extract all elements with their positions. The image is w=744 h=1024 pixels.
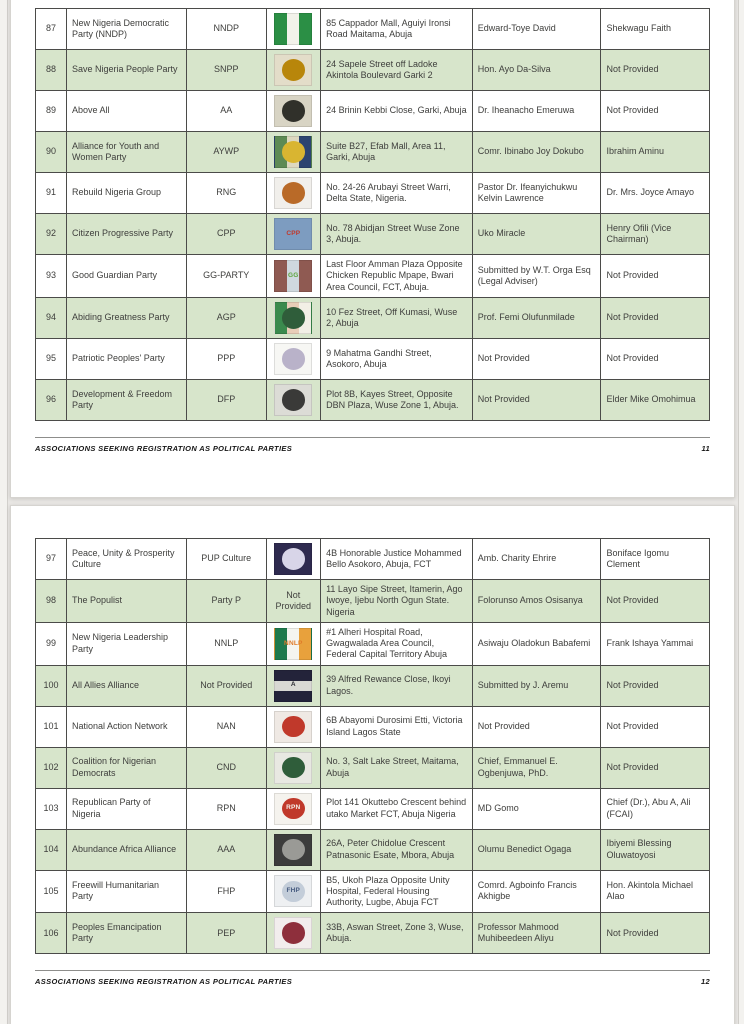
- party-name-cell: The Populist: [67, 580, 187, 623]
- secondary-person-cell: Ibrahim Aminu: [601, 132, 710, 173]
- logo-emblem-shape: [282, 757, 305, 779]
- party-logo-cell: [266, 9, 321, 50]
- party-logo-cell: [266, 379, 321, 420]
- party-logo-image: [274, 834, 312, 866]
- party-address-cell: B5, Ukoh Plaza Opposite Unity Hospital, Federal Housing Authority, Lugbe, Abuja FCT: [321, 870, 473, 913]
- table-row: [36, 214, 710, 255]
- row-number-cell: 105: [36, 870, 67, 913]
- secondary-person-cell: Not Provided: [601, 50, 710, 91]
- party-logo-cell: [266, 788, 321, 829]
- row-number-cell: 99: [36, 622, 67, 665]
- party-address-cell: 4B Honorable Justice Mohammed Bello Asokoro, Abuja, FCT: [321, 539, 473, 580]
- table-row: [36, 870, 710, 913]
- table-row: [36, 338, 710, 379]
- contact-person-cell: Hon. Ayo Da-Silva: [472, 50, 601, 91]
- party-logo-image: [274, 711, 312, 743]
- table-row: [36, 747, 710, 788]
- page-number: 12: [700, 977, 710, 987]
- party-name-cell: Citizen Progressive Party: [67, 214, 187, 255]
- party-address-cell: 85 Cappador Mall, Aguiyi Ironsi Road Maitama, Abuja: [321, 9, 473, 50]
- party-acronym-cell: GG-PARTY: [186, 255, 266, 298]
- contact-person-cell: Not Provided: [472, 706, 601, 747]
- secondary-person-cell: Dr. Mrs. Joyce Amayo: [601, 173, 710, 214]
- party-logo-image: [274, 343, 312, 375]
- party-logo-image: [274, 917, 312, 949]
- contact-person-cell: Pastor Dr. Ifeanyichukwu Kelvin Lawrence: [472, 173, 601, 214]
- party-logo-image: [274, 543, 312, 575]
- left-page-edge: [0, 0, 8, 1024]
- party-logo-cell: [266, 338, 321, 379]
- party-logo-cell: [266, 706, 321, 747]
- page-footer: [35, 970, 710, 986]
- party-address-cell: Plot 141 Okuttebo Crescent behind utako Market FCT, Abuja Nigeria: [321, 788, 473, 829]
- party-logo-cell: [266, 539, 321, 580]
- party-logo-cell: [266, 829, 321, 870]
- party-name-cell: Coalition for Nigerian Democrats: [67, 747, 187, 788]
- party-logo-image: [274, 752, 312, 784]
- party-acronym-cell: SNPP: [186, 50, 266, 91]
- secondary-person-cell: Not Provided: [601, 913, 710, 954]
- party-logo-image: [274, 13, 312, 45]
- table-row: [36, 580, 710, 623]
- party-logo-image: [274, 260, 312, 292]
- party-logo-image: [274, 177, 312, 209]
- table-row: [36, 622, 710, 665]
- contact-person-cell: MD Gomo: [472, 788, 601, 829]
- contact-person-cell: Comr. Ibinabo Joy Dokubo: [472, 132, 601, 173]
- page-number: 11: [701, 443, 710, 453]
- party-logo-image: [274, 793, 312, 825]
- row-number-cell: 92: [36, 214, 67, 255]
- party-name-cell: Rebuild Nigeria Group: [67, 173, 187, 214]
- party-logo-image: [274, 302, 312, 334]
- row-number-cell: 100: [36, 665, 67, 706]
- party-logo-image: [274, 670, 312, 702]
- contact-person-cell: Professor Mahmood Muhibeedeen Aliyu: [472, 913, 601, 954]
- row-number-cell: 101: [36, 706, 67, 747]
- document-page-11: [10, 0, 735, 498]
- logo-emblem-shape: [282, 307, 305, 329]
- secondary-person-cell: Chief (Dr.), Abu A, Ali (FCAI): [601, 788, 710, 829]
- party-address-cell: No. 78 Abidjan Street Wuse Zone 3, Abuja.: [321, 214, 473, 255]
- row-number-cell: 95: [36, 338, 67, 379]
- secondary-person-cell: Frank Ishaya Yammai: [601, 622, 710, 665]
- party-logo-cell: [266, 913, 321, 954]
- party-logo-cell: [266, 665, 321, 706]
- contact-person-cell: Prof. Femi Olufunmilade: [472, 297, 601, 338]
- party-address-cell: Suite B27, Efab Mall, Area 11, Garki, Abuja: [321, 132, 473, 173]
- party-address-cell: #1 Alheri Hospital Road, Gwagwalada Area Council, Federal Capital Territory Abuja: [321, 622, 473, 665]
- party-acronym-cell: RPN: [186, 788, 266, 829]
- party-acronym-cell: NAN: [186, 706, 266, 747]
- contact-person-cell: Folorunso Amos Osisanya: [472, 580, 601, 623]
- logo-glyph-text: NNLP: [284, 639, 303, 647]
- party-acronym-cell: PPP: [186, 338, 266, 379]
- party-address-cell: 24 Brinin Kebbi Close, Garki, Abuja: [321, 91, 473, 132]
- party-logo-cell: [266, 870, 321, 913]
- table-row: [36, 788, 710, 829]
- parties-table-body: [36, 539, 710, 954]
- table-row: [36, 255, 710, 298]
- row-number-cell: 98: [36, 580, 67, 623]
- party-logo-image: [274, 628, 312, 660]
- party-name-cell: Good Guardian Party: [67, 255, 187, 298]
- row-number-cell: 94: [36, 297, 67, 338]
- party-name-cell: Patriotic Peoples' Party: [67, 338, 187, 379]
- logo-emblem-shape: [282, 389, 305, 411]
- secondary-person-cell: Ibiyemi Blessing Oluwatoyosi: [601, 829, 710, 870]
- party-logo-image: [274, 875, 312, 907]
- party-address-cell: 26A, Peter Chidolue Crescent Patnasonic Esate, Mbora, Abuja: [321, 829, 473, 870]
- party-name-cell: Peoples Emancipation Party: [67, 913, 187, 954]
- party-address-cell: No. 3, Salt Lake Street, Maitama, Abuja: [321, 747, 473, 788]
- table-row: [36, 132, 710, 173]
- table-row: [36, 539, 710, 580]
- party-logo-cell: Not Provided: [266, 580, 321, 623]
- party-logo-cell: [266, 132, 321, 173]
- document-page-12: [10, 505, 735, 1024]
- logo-emblem-shape: [282, 839, 305, 861]
- party-acronym-cell: CPP: [186, 214, 266, 255]
- contact-person-cell: Amb. Charity Ehrire: [472, 539, 601, 580]
- table-row: [36, 665, 710, 706]
- secondary-person-cell: Not Provided: [601, 580, 710, 623]
- contact-person-cell: Submitted by J. Aremu: [472, 665, 601, 706]
- table-row: [36, 379, 710, 420]
- secondary-person-cell: Not Provided: [601, 255, 710, 298]
- row-number-cell: 87: [36, 9, 67, 50]
- logo-emblem-shape: [282, 182, 305, 204]
- logo-emblem-shape: [282, 548, 305, 570]
- logo-emblem-shape: [282, 59, 305, 81]
- row-number-cell: 88: [36, 50, 67, 91]
- party-name-cell: Save Nigeria People Party: [67, 50, 187, 91]
- contact-person-cell: Asiwaju Oladokun Babafemi: [472, 622, 601, 665]
- party-acronym-cell: AGP: [186, 297, 266, 338]
- table-row: [36, 829, 710, 870]
- secondary-person-cell: Hon. Akintola Michael Alao: [601, 870, 710, 913]
- party-address-cell: 39 Alfred Rewance Close, Ikoyi Lagos.: [321, 665, 473, 706]
- party-acronym-cell: RNG: [186, 173, 266, 214]
- party-name-cell: Above All: [67, 91, 187, 132]
- party-logo-cell: [266, 214, 321, 255]
- party-logo-image: [274, 136, 312, 168]
- row-number-cell: 90: [36, 132, 67, 173]
- party-logo-image: [274, 218, 312, 250]
- parties-table-body: [36, 9, 710, 421]
- party-acronym-cell: AA: [186, 91, 266, 132]
- party-acronym-cell: NNDP: [186, 9, 266, 50]
- party-name-cell: Republican Party of Nigeria: [67, 788, 187, 829]
- logo-glyph-text: RPN: [286, 804, 301, 812]
- party-logo-image: [274, 384, 312, 416]
- secondary-person-cell: Not Provided: [601, 706, 710, 747]
- political-parties-table-page-12: [35, 538, 710, 954]
- row-number-cell: 93: [36, 255, 67, 298]
- party-acronym-cell: NNLP: [186, 622, 266, 665]
- party-name-cell: National Action Network: [67, 706, 187, 747]
- logo-emblem-shape: [282, 348, 305, 370]
- party-address-cell: 33B, Aswan Street, Zone 3, Wuse, Abuja.: [321, 913, 473, 954]
- table-row: [36, 91, 710, 132]
- contact-person-cell: Dr. Iheanacho Emeruwa: [472, 91, 601, 132]
- secondary-person-cell: Not Provided: [601, 91, 710, 132]
- logo-glyph-text: FHP: [286, 887, 301, 895]
- contact-person-cell: Comrd. Agboinfo Francis Akhigbe: [472, 870, 601, 913]
- party-acronym-cell: CND: [186, 747, 266, 788]
- party-logo-cell: [266, 622, 321, 665]
- row-number-cell: 104: [36, 829, 67, 870]
- contact-person-cell: Uko Miracle: [472, 214, 601, 255]
- political-parties-table-page-11: [35, 8, 710, 421]
- table-row: [36, 50, 710, 91]
- secondary-person-cell: Not Provided: [601, 297, 710, 338]
- row-number-cell: 106: [36, 913, 67, 954]
- party-acronym-cell: DFP: [186, 379, 266, 420]
- logo-emblem-shape: [282, 922, 305, 944]
- party-acronym-cell: PUP Culture: [186, 539, 266, 580]
- party-logo-cell: [266, 91, 321, 132]
- party-acronym-cell: Party P: [186, 580, 266, 623]
- page-footer: [35, 437, 710, 453]
- contact-person-cell: Submitted by W.T. Orga Esq (Legal Adviser): [472, 255, 601, 298]
- party-acronym-cell: PEP: [186, 913, 266, 954]
- party-logo-cell: [266, 297, 321, 338]
- party-name-cell: Peace, Unity & Prosperity Culture: [67, 539, 187, 580]
- logo-glyph-text: A: [290, 681, 296, 689]
- party-address-cell: No. 24-26 Arubayi Street Warri, Delta State, Nigeria.: [321, 173, 473, 214]
- logo-glyph-text: CPP: [286, 229, 301, 237]
- row-number-cell: 102: [36, 747, 67, 788]
- party-acronym-cell: FHP: [186, 870, 266, 913]
- table-row: [36, 9, 710, 50]
- secondary-person-cell: Henry Ofili (Vice Chairman): [601, 214, 710, 255]
- party-logo-image: [274, 54, 312, 86]
- party-logo-cell: [266, 173, 321, 214]
- row-number-cell: 97: [36, 539, 67, 580]
- table-row: [36, 297, 710, 338]
- party-name-cell: All Allies Alliance: [67, 665, 187, 706]
- party-address-cell: 24 Sapele Street off Ladoke Akintola Boulevard Garki 2: [321, 50, 473, 91]
- party-name-cell: New Nigeria Democratic Party (NNDP): [67, 9, 187, 50]
- party-name-cell: Abiding Greatness Party: [67, 297, 187, 338]
- row-number-cell: 103: [36, 788, 67, 829]
- party-logo-cell: [266, 255, 321, 298]
- party-address-cell: 10 Fez Street, Off Kumasi, Wuse 2, Abuja: [321, 297, 473, 338]
- party-acronym-cell: AAA: [186, 829, 266, 870]
- logo-emblem-shape: [282, 100, 305, 122]
- party-logo-image: [274, 95, 312, 127]
- party-logo-cell: [266, 50, 321, 91]
- party-address-cell: Plot 8B, Kayes Street, Opposite DBN Plaza, Wuse Zone 1, Abuja.: [321, 379, 473, 420]
- contact-person-cell: Olumu Benedict Ogaga: [472, 829, 601, 870]
- secondary-person-cell: Not Provided: [601, 338, 710, 379]
- footer-caption: ASSOCIATIONS SEEKING REGISTRATION AS POLITICAL PARTIES: [35, 443, 293, 453]
- party-name-cell: Alliance for Youth and Women Party: [67, 132, 187, 173]
- party-name-cell: Development & Freedom Party: [67, 379, 187, 420]
- party-logo-cell: [266, 747, 321, 788]
- secondary-person-cell: Not Provided: [601, 747, 710, 788]
- row-number-cell: 91: [36, 173, 67, 214]
- secondary-person-cell: Shekwagu Faith: [601, 9, 710, 50]
- party-name-cell: Abundance Africa Alliance: [67, 829, 187, 870]
- secondary-person-cell: Boniface Igomu Clement: [601, 539, 710, 580]
- row-number-cell: 96: [36, 379, 67, 420]
- party-address-cell: 11 Layo Sipe Street, Itamerin, Ago Iwoye, Ijebu North Ogun State. Nigeria: [321, 580, 473, 623]
- secondary-person-cell: Elder Mike Omohimua: [601, 379, 710, 420]
- contact-person-cell: Chief, Emmanuel E. Ogbenjuwa, PhD.: [472, 747, 601, 788]
- table-row: [36, 706, 710, 747]
- party-name-cell: New Nigeria Leadership Party: [67, 622, 187, 665]
- table-row: [36, 913, 710, 954]
- secondary-person-cell: Not Provided: [601, 665, 710, 706]
- party-address-cell: 6B Abayomi Durosimi Etti, Victoria Island Lagos State: [321, 706, 473, 747]
- contact-person-cell: Not Provided: [472, 338, 601, 379]
- table-row: [36, 173, 710, 214]
- logo-emblem-shape: [282, 716, 305, 738]
- party-name-cell: Freewill Humanitarian Party: [67, 870, 187, 913]
- contact-person-cell: Edward-Toye David: [472, 9, 601, 50]
- right-page-edge: [738, 0, 744, 1024]
- logo-emblem-shape: [282, 141, 305, 163]
- party-address-cell: Last Floor Amman Plaza Opposite Chicken Republic Mpape, Bwari Area Council, FCT, Abuja.: [321, 255, 473, 298]
- row-number-cell: 89: [36, 91, 67, 132]
- party-address-cell: 9 Mahatma Gandhi Street, Asokoro, Abuja: [321, 338, 473, 379]
- party-acronym-cell: AYWP: [186, 132, 266, 173]
- footer-caption: ASSOCIATIONS SEEKING REGISTRATION AS POLITICAL PARTIES: [35, 977, 293, 987]
- contact-person-cell: Not Provided: [472, 379, 601, 420]
- party-acronym-cell: Not Provided: [186, 665, 266, 706]
- logo-glyph-text: GG: [288, 271, 299, 279]
